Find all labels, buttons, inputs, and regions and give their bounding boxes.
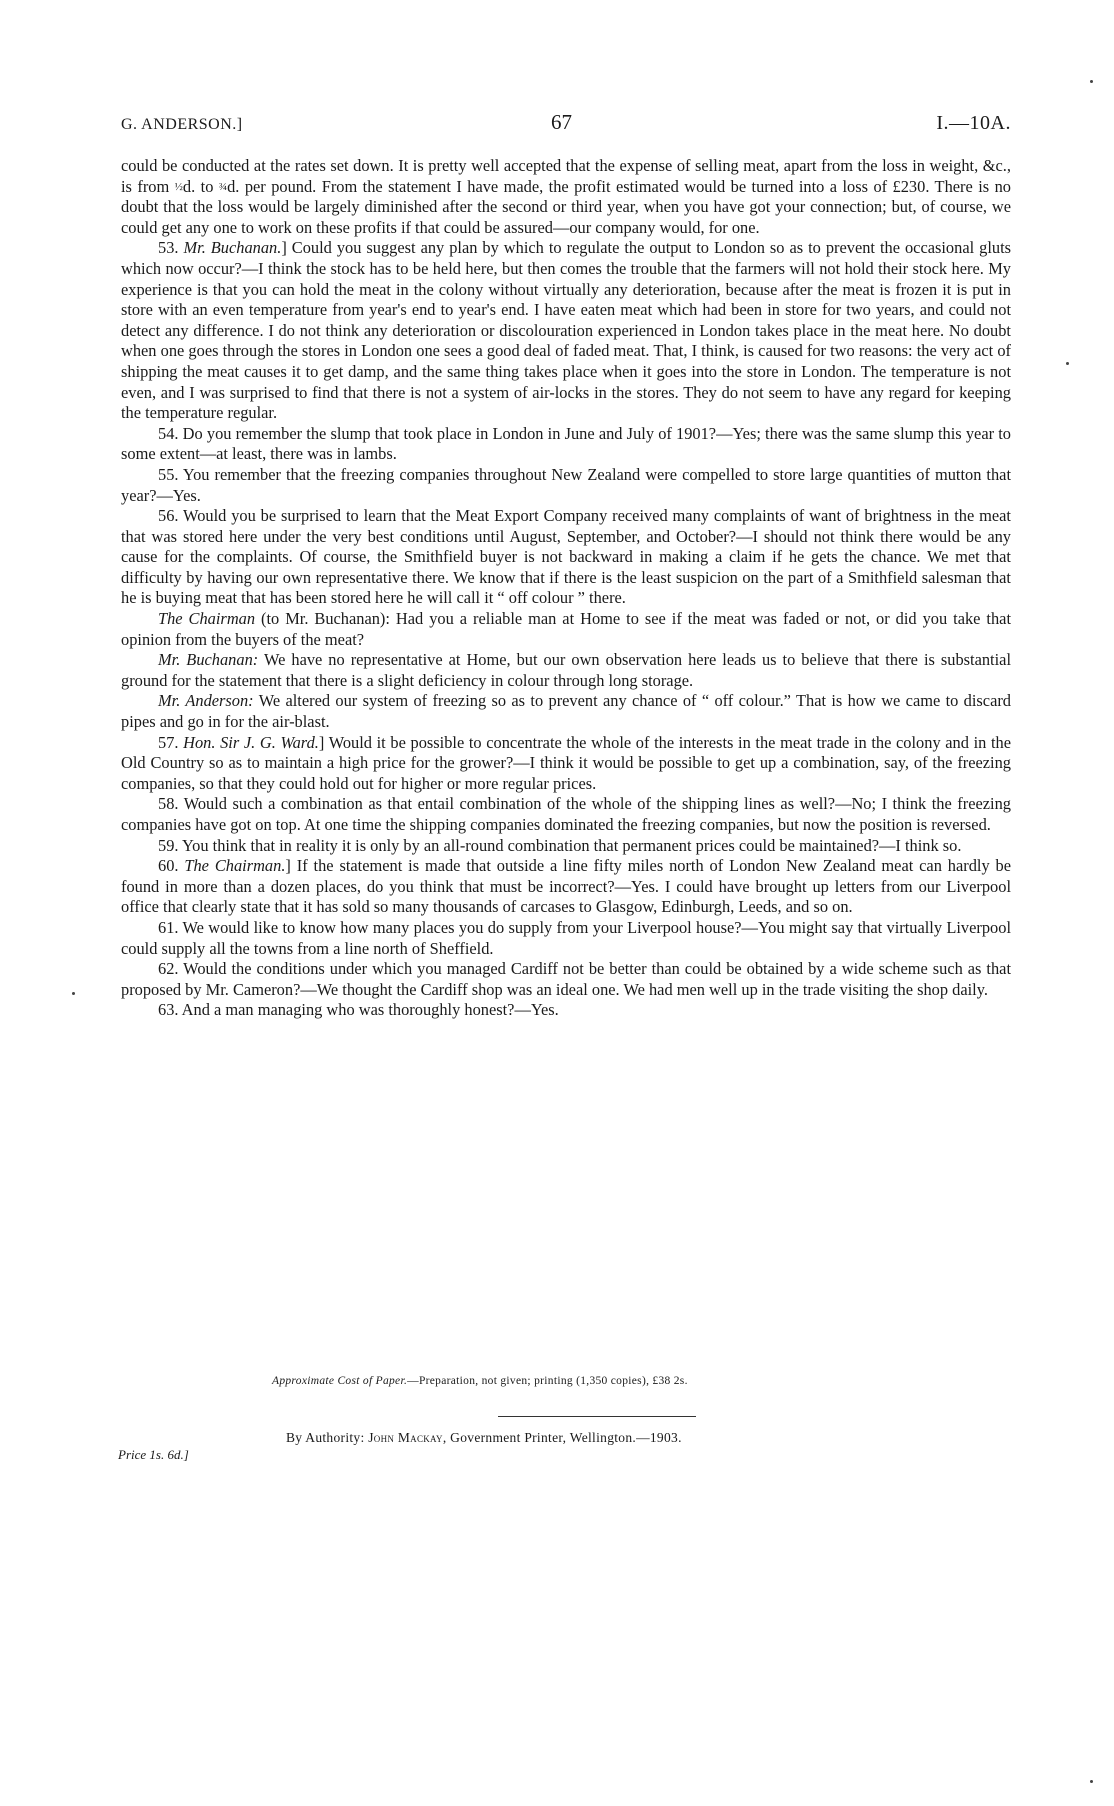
scan-speck (1066, 362, 1069, 365)
header-witness-name: G. ANDERSON.] (121, 116, 243, 133)
paragraph-54: 54. Do you remember the slump that took place in London in June and July of 1901?—Yes; there was the same slump this year to some extent—at least, there was in lambs. (121, 423, 1011, 464)
paragraph-62: 62. Would the conditions under which you managed Cardiff not be better than could be obtained by a wide scheme such as that proposed by Mr. Cameron?—We thought the Cardiff shop was an ideal one. We had men well up in the trade visiting the shop daily. (121, 959, 1011, 999)
page-header (121, 112, 1011, 146)
evidence-text (121, 156, 1011, 1021)
paragraph-chairman: The Chairman (to Mr. Buchanan): Had you a reliable man at Home to see if the meat was faded or not, or did you take that opinion from the buyers of the meat? (121, 609, 1011, 649)
paragraph-53: 53. Mr. Buchanan.] Could you suggest any plan by which to regulate the output to London so as to prevent the occasional gluts which now occur?—I think the stock has to be held here, but then comes the trouble that the farmers will not hold their stock here. My experience is that you can hold the meat in the colony without virtually any deterioration, because after the meat is frozen it is put in store with an even temperature from year's end to year's end. I have eaten meat which had been in store for two years, and could not detect any difference. I do not think any deterioration or discolouration experienced in London takes place in the meat here. No doubt when one goes through the stores in London one sees a good deal of faded meat. That, I think, is caused for two reasons: the very act of shipping the meat causes it to get damp, and the same thing takes place when it goes into the store in London. The temperature is not even, and I was surprised to find that there is not a system of air-locks in the stores. They do not seem to have any regard for keeping the temperature regular. (121, 238, 1012, 423)
document-page (121, 112, 1011, 1021)
paragraph-55: 55. You remember that the freezing companies throughout New Zealand were compelled to store large quantities of mutton that year?—Yes. (121, 464, 1011, 505)
paragraph-buchanan: Mr. Buchanan: We have no representative at Home, but our own observation here leads us to believe that there is substantial ground for the statement that there is a slight deficiency in colour through long storage. (121, 650, 1011, 690)
paragraph-anderson: Mr. Anderson: We altered our system of freezing so as to prevent any chance of “ off colour.” That is how we came to discard pipes and go in for the air-blast. (121, 691, 1012, 732)
printer-authority: By Authority: John Mackay, Government Printer, Wellington.—1903. (286, 1430, 682, 1445)
scan-speck (1090, 80, 1093, 83)
paragraph-61: 61. We would like to know how many places you do supply from your Liverpool house?—You might say that virtually Liverpool could supply all the towns from a line north of Sheffield. (121, 917, 1011, 958)
price-label: Price 1s. 6d.] (118, 1447, 189, 1462)
page-number: 67 (551, 110, 572, 134)
paragraph-59: 59. You think that in reality it is only by an all-round combination that permanent prices could be maintained?—I think so. (158, 835, 962, 855)
paragraph-63: 63. And a man managing who was thoroughly honest?—Yes. (158, 1000, 559, 1020)
header-paper-reference: I.—10A. (936, 112, 1011, 134)
paragraph-58: 58. Would such a combination as that entail combination of the whole of the shipping lines as well?—No; I think the freezing companies have got on top. At one time the shipping companies dominated the freezing companies, but now the position is reversed. (121, 794, 1011, 834)
footer-rule (498, 1416, 696, 1417)
paragraph-continued: could be conducted at the rates set down. It is pretty well accepted that the expense of selling meat, apart from the loss in weight, &c., is from ½d. to ¾d. per pound. From the statement I have made, the profit estimated would be turned into a loss of £230. There is no doubt that the loss would be largely diminished after the second or third year, when you have got your connection; but, of course, we could get any one to work on these profits if that could be assured—our company would, for one. (121, 156, 1011, 237)
paragraph-56: 56. Would you be surprised to learn that the Meat Export Company received many complaints of want of brightness in the meat that was stored here under the very best conditions until August, September, and October?—I should not think there would be any cause for the complaints. Of course, the Smithfield buyer is not backward in making a claim if he gets the chance. We met that difficulty by having our own representative there. We know that if there is the least suspicion on the part of a Smithfield salesman that he is buying meat that has been stored here he will call it “ off colour ” there. (121, 506, 1011, 608)
cost-of-paper-note: Approximate Cost of Paper.—Preparation, not given; printing (1,350 copies), £38 2s. (272, 1375, 688, 1387)
paragraph-57: 57. Hon. Sir J. G. Ward.] Would it be possible to concentrate the whole of the interests in the meat trade in the colony and in the Old Country so as to maintain a high price for the grower?—I think it would be possible to get up a combination, say, of the freezing companies, so that they could hold out for higher or more regular prices. (121, 732, 1011, 793)
scan-speck (72, 992, 75, 995)
scan-speck (1090, 1780, 1093, 1783)
paragraph-60: 60. The Chairman.] If the statement is made that outside a line fifty miles north of London New Zealand meat can hardly be found in more than a dozen places, do you think that must be incorrect?—Yes. I could have brought up letters from our Liverpool office that clearly state that it has sold so many thousands of carcases to Glasgow, Edinburgh, Leeds, and so on. (121, 856, 1011, 917)
